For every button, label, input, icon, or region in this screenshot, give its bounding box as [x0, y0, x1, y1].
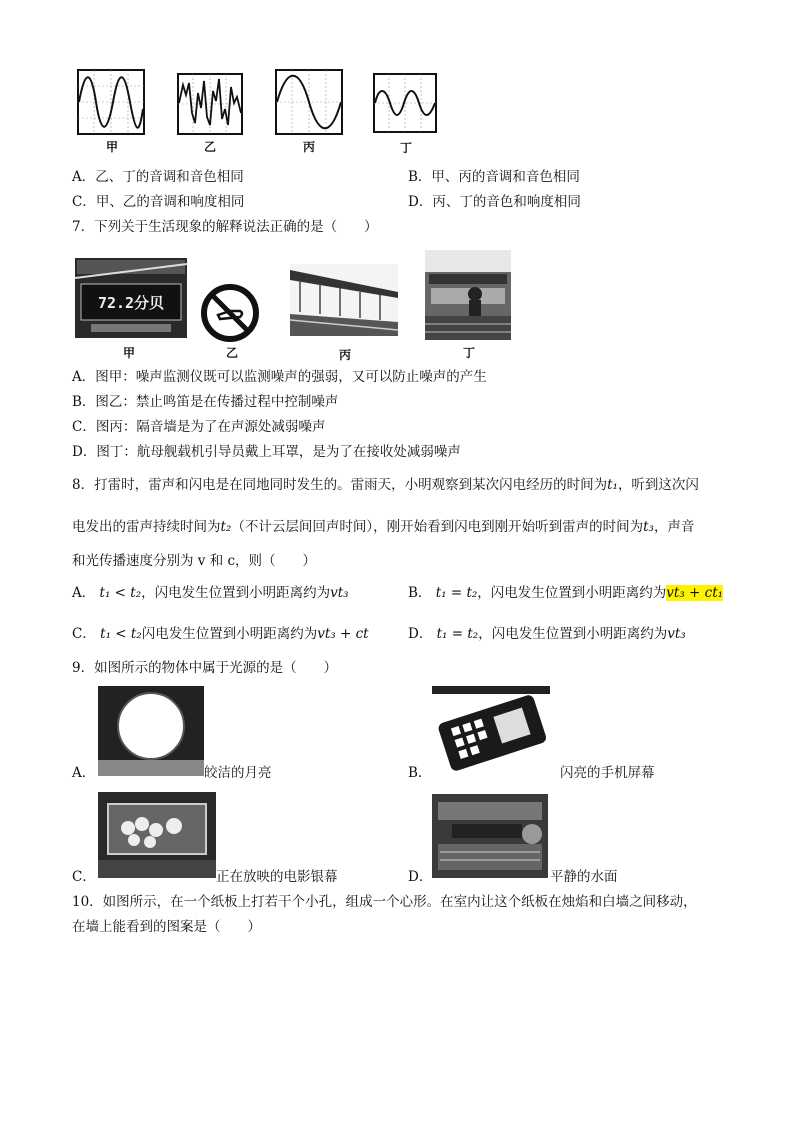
movie-screen-image [98, 792, 216, 878]
waveform-jia [77, 69, 145, 135]
label-jia-7: 甲 [122, 346, 135, 360]
label-bing-7: 丙 [338, 348, 351, 362]
q7-option-d: D．图丁：航母舰载机引导员戴上耳罩，是为了在接收处减弱噪声 [72, 444, 461, 460]
q9-option-d-text: 平静的水面 [550, 869, 618, 885]
q9-option-c-letter: C． [72, 869, 96, 885]
water-surface-image [432, 794, 548, 878]
highlighted-answer: vt₃ + ct₁ [666, 585, 724, 601]
moon-image [98, 686, 204, 776]
q9-option-a-letter: A． [72, 765, 96, 781]
q7-stem: 7．下列关于生活现象的解释说法正确的是（ ） [72, 219, 378, 235]
q8-stem-line2: 电发出的雷声持续时间为t₂（不计云层间回声时间），刚开始看到闪电到刚开始听到雷声的时间为t₃，声音 [72, 519, 695, 535]
waveform-ding [373, 73, 437, 133]
q9-option-c-text: 正在放映的电影银幕 [216, 869, 338, 885]
sound-barrier-image [290, 264, 398, 336]
waveform-yi [177, 73, 243, 135]
q6-option-b: B．甲、丙的音调和音色相同 [408, 169, 580, 185]
q9-option-b-text: 闪亮的手机屏幕 [560, 765, 655, 781]
q7-option-a: A．图甲：噪声监测仪既可以监测噪声的强弱，又可以防止噪声的产生 [72, 369, 487, 385]
q9-option-d-letter: D． [408, 869, 433, 885]
label-yi-7: 乙 [225, 346, 238, 360]
label-jia: 甲 [105, 140, 118, 154]
meter-reading: 72.2分贝 [97, 294, 165, 312]
q6-option-a: A．乙、丁的音调和音色相同 [72, 169, 244, 185]
q9-option-a-text: 皎洁的月亮 [204, 765, 272, 781]
waveform-bing [275, 69, 343, 135]
q8-option-d: D． t₁ = t₂，闪电发生位置到小明距离约为vt₃ [408, 626, 686, 642]
q6-option-c: C．甲、乙的音调和响度相同 [72, 194, 245, 210]
q9-option-b-letter: B． [408, 765, 432, 781]
q8-option-b: B． t₁ = t₂，闪电发生位置到小明距离约为vt₃ + ct₁ [408, 585, 724, 601]
label-bing: 丙 [302, 140, 315, 154]
no-honking-sign-icon [200, 283, 260, 343]
label-ding-7: 丁 [462, 346, 475, 360]
q10-stem-line2: 在墙上能看到的图案是（ ） [72, 919, 261, 935]
q8-stem-line3: 和光传播速度分别为 v 和 c，则（ ） [72, 553, 317, 569]
noise-meter-image [75, 258, 187, 338]
q8-stem-line1: 8．打雷时，雷声和闪电是在同地同时发生的。雷雨天，小明观察到某次闪电经历的时间为t₁，听到这次闪 [72, 477, 699, 493]
label-ding: 丁 [399, 141, 412, 155]
q10-stem-line1: 10．如图所示，在一个纸板上打若干个小孔，组成一个心形。在室内让这个纸板在烛焰和白墙之间移动， [72, 894, 697, 910]
phone-screen-image [432, 686, 550, 772]
q7-option-c: C．图丙：隔音墙是为了在声源处减弱噪声 [72, 419, 326, 435]
carrier-guide-image [425, 250, 511, 340]
q7-option-b: B．图乙：禁止鸣笛是在传播过程中控制噪声 [72, 394, 339, 410]
label-yi: 乙 [203, 140, 216, 154]
q6-option-d: D．丙、丁的音色和响度相同 [408, 194, 581, 210]
q8-option-a: A． t₁ < t₂，闪电发生位置到小明距离约为vt₃ [72, 585, 349, 601]
q9-stem: 9．如图所示的物体中属于光源的是（ ） [72, 660, 338, 676]
q8-option-c: C． t₁ < t₂闪电发生位置到小明距离约为vt₃ + ct [72, 626, 369, 642]
